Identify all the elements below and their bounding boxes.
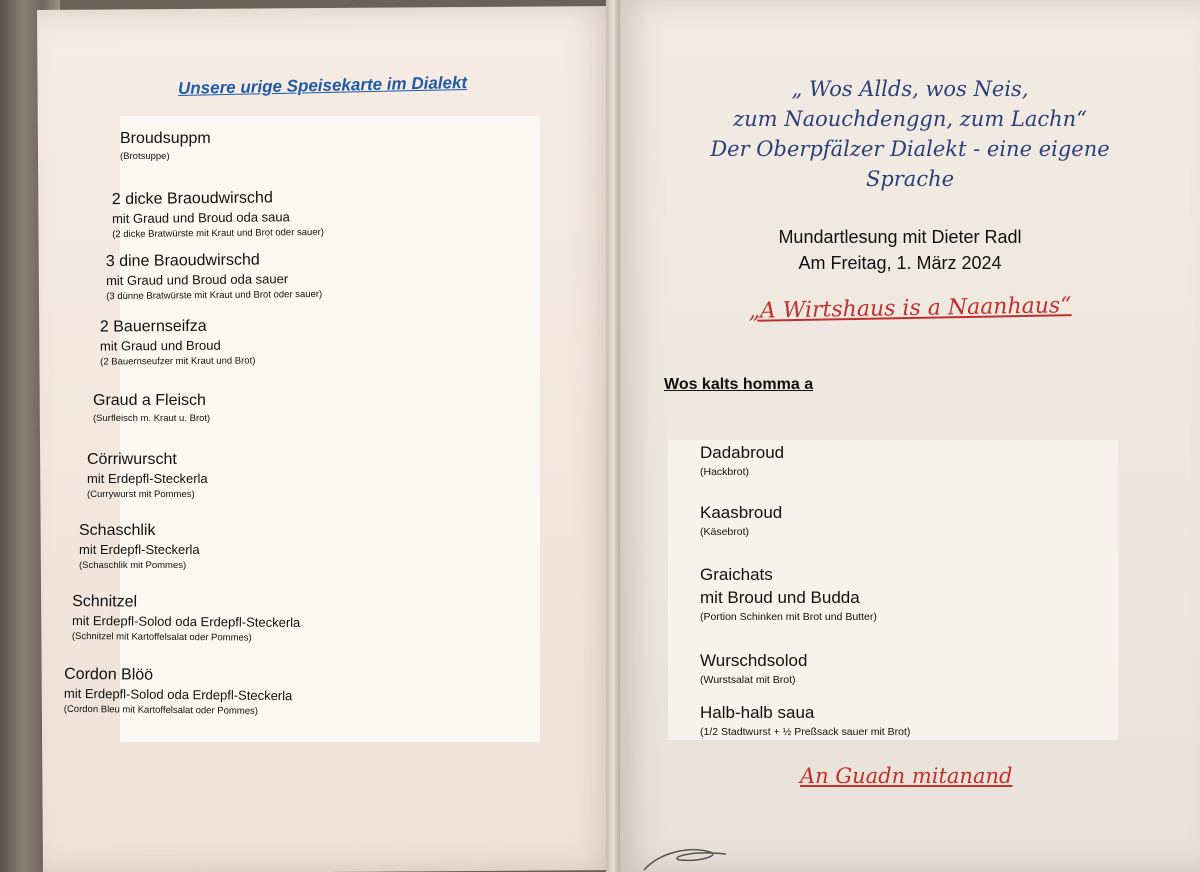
quote-line: „ Wos Allds, wos Neis, (791, 77, 1029, 101)
menu-item (120, 130, 211, 162)
item-name: Halb-halb saua (700, 703, 815, 722)
item-translation: (Currywurst mit Pommes) (87, 489, 195, 500)
menu-item (700, 503, 782, 538)
menu-item (700, 565, 877, 623)
book-spine-gutter (606, 0, 620, 872)
menu-item (100, 317, 256, 367)
menu-item (79, 522, 200, 571)
item-translation: (1/2 Stadtwurst + ½ Preßsack sauer mit Brot) (700, 726, 911, 738)
pen-scribble-decoration (640, 844, 730, 872)
item-translation: (2 Bauernseufzer mit Kraut und Brot) (100, 355, 256, 368)
item-translation: (3 dünne Bratwürste mit Kraut und Brot oder sauer) (106, 288, 323, 303)
item-name: 3 dine Braoudwirschd (105, 251, 260, 271)
item-name: Broudsuppm (120, 130, 211, 147)
dialect-quote (660, 74, 1160, 194)
item-side: mit Erdepfl-Steckerla (79, 542, 200, 557)
menu-item (700, 703, 910, 738)
item-name: Dadabroud (700, 443, 785, 462)
item-name: Cordon Blöö (64, 665, 154, 684)
menu-title: Unsere urige Speisekarte im Dialekt (177, 72, 468, 99)
motto: „A Wirtshaus is a Naanhaus“ (748, 293, 1072, 324)
item-translation: (2 dicke Bratwürste mit Kraut und Brot oder sauer) (112, 226, 324, 241)
item-translation: (Wurstsalat mit Brot) (700, 674, 796, 686)
item-name: Graud a Fleisch (93, 392, 206, 409)
item-translation: (Schnitzel mit Kartoffelsalat oder Pommes) (71, 631, 252, 644)
item-translation: (Brotsuppe) (120, 151, 170, 162)
item-name: Cörriwurscht (87, 451, 177, 468)
event-announcement (700, 224, 1100, 276)
item-name: 2 Bauernseifza (99, 317, 207, 336)
item-translation: (Surfleisch m. Kraut u. Brot) (93, 413, 211, 424)
menu-item (700, 443, 784, 478)
closing-greeting: An Guadn mitanand (800, 764, 1013, 788)
event-date: Am Freitag, 1. März 2024 (798, 253, 1002, 273)
section-heading: Wos kalts homma a (664, 376, 814, 393)
item-name: Schaschlik (79, 522, 156, 539)
event-title: Mundartlesung mit Dieter Radl (778, 227, 1022, 247)
menu-item (87, 451, 208, 500)
item-name: Graichats (700, 565, 773, 584)
item-side: mit Erdepfl-Steckerla (87, 471, 208, 486)
item-translation: (Käsebrot) (700, 526, 750, 538)
item-side: mit Erdepfl-Solod oda Erdepfl-Steckerla (71, 613, 301, 630)
item-translation: (Cordon Bleu mit Kartoffelsalat oder Pommes) (63, 703, 258, 717)
item-name: 2 dicke Braoudwirschd (111, 189, 273, 209)
menu-item (700, 651, 807, 686)
menu-item (72, 593, 301, 644)
quote-line: zum Naouchdenggn, zum Lachn“ (733, 107, 1087, 131)
menu-item (112, 189, 324, 240)
item-translation: (Portion Schinken mit Brot und Butter) (700, 611, 877, 623)
item-side: mit Broud und Budda (700, 588, 860, 607)
menu-item (93, 392, 210, 424)
item-side: mit Erdepfl-Solod oda Erdepfl-Steckerla (63, 685, 293, 704)
item-side: mit Graud und Broud (99, 337, 221, 354)
quote-line: Sprache (865, 167, 955, 191)
item-side: mit Graud und Broud oda saua (111, 209, 290, 227)
item-name: Kaasbroud (700, 503, 783, 522)
item-translation: (Hackbrot) (700, 466, 750, 478)
menu-item (64, 666, 293, 717)
quote-line: Der Oberpfälzer Dialekt - eine eigene (710, 137, 1110, 161)
menu-item (106, 251, 322, 302)
item-name: Wurschdsolod (700, 651, 808, 670)
item-side: mit Graud und Broud oda sauer (105, 271, 289, 289)
item-translation: (Schaschlik mit Pommes) (79, 560, 187, 571)
item-name: Schnitzel (72, 593, 138, 611)
